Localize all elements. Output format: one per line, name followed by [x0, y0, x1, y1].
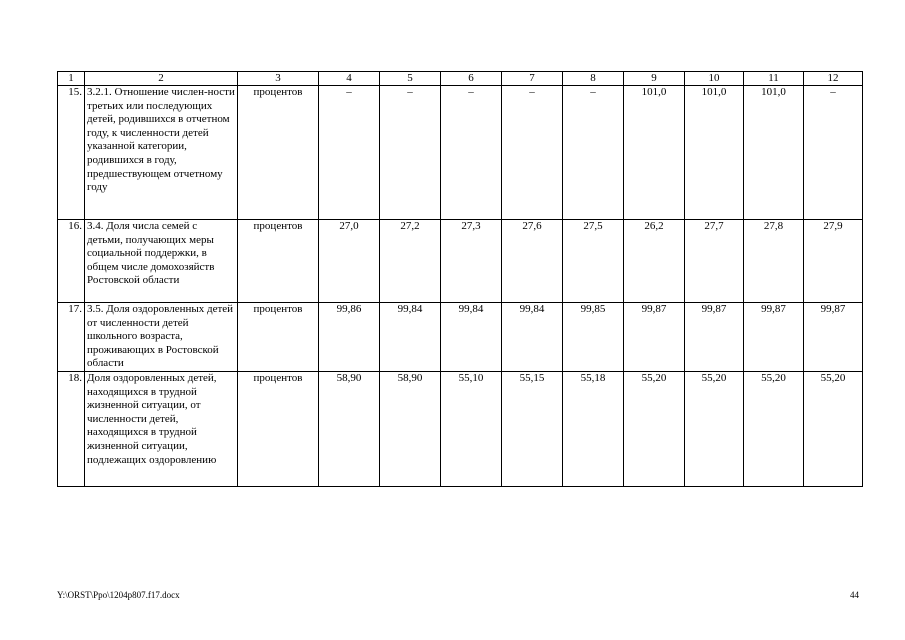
value-cell: 58,90	[319, 371, 380, 486]
row-number: 16.	[58, 220, 85, 303]
table-row	[58, 220, 863, 303]
header-cell: 2	[85, 72, 238, 86]
page-number: 44	[850, 590, 859, 600]
value-cell: 55,20	[804, 371, 863, 486]
table-header-row	[58, 72, 863, 86]
header-cell: 4	[319, 72, 380, 86]
table-row	[58, 86, 863, 220]
header-cell: 11	[744, 72, 804, 86]
table-row	[58, 303, 863, 372]
value-cell: 55,10	[441, 371, 502, 486]
value-cell: 58,90	[380, 371, 441, 486]
value-cell: 99,84	[441, 303, 502, 372]
value-cell: 27,7	[685, 220, 744, 303]
unit-cell: процентов	[238, 303, 319, 372]
header-cell: 5	[380, 72, 441, 86]
value-cell: 99,84	[380, 303, 441, 372]
indicator-name: 3.5. Доля оздоровленных детей от численности детей школьного возраста, проживающих в Ростовской области	[85, 303, 238, 372]
value-cell: 55,18	[563, 371, 624, 486]
header-cell: 7	[502, 72, 563, 86]
value-cell: –	[502, 86, 563, 220]
row-number: 17.	[58, 303, 85, 372]
value-cell: 55,20	[685, 371, 744, 486]
value-cell: 55,20	[744, 371, 804, 486]
value-cell: 55,20	[624, 371, 685, 486]
value-cell: 27,6	[502, 220, 563, 303]
header-cell: 9	[624, 72, 685, 86]
table-row	[58, 371, 863, 486]
value-cell: 99,87	[744, 303, 804, 372]
value-cell: 27,3	[441, 220, 502, 303]
header-cell: 12	[804, 72, 863, 86]
value-cell: 101,0	[744, 86, 804, 220]
value-cell: 99,84	[502, 303, 563, 372]
value-cell: 99,85	[563, 303, 624, 372]
indicator-name: Доля оздоровленных детей, находящихся в трудной жизненной ситуации, от численности детей, находящихся в трудной жизненной ситуации, подлежащих оздоровлению	[85, 371, 238, 486]
value-cell: –	[319, 86, 380, 220]
value-cell: –	[441, 86, 502, 220]
value-cell: 101,0	[624, 86, 685, 220]
value-cell: 101,0	[685, 86, 744, 220]
header-cell: 10	[685, 72, 744, 86]
header-cell: 1	[58, 72, 85, 86]
value-cell: 99,87	[685, 303, 744, 372]
value-cell: 27,8	[744, 220, 804, 303]
indicator-name: 3.4. Доля числа семей с детьми, получающих меры социальной поддержки, в общем числе домохозяйств Ростовской области	[85, 220, 238, 303]
value-cell: –	[804, 86, 863, 220]
unit-cell: процентов	[238, 371, 319, 486]
unit-cell: процентов	[238, 220, 319, 303]
row-number: 18.	[58, 371, 85, 486]
value-cell: 27,5	[563, 220, 624, 303]
indicator-name: 3.2.1. Отношение числен-ности третьих или последующих детей, родившихся в отчетном году, к численности детей указанной категории, родившихся в году, предшествующем отчетному году	[85, 86, 238, 220]
value-cell: 99,86	[319, 303, 380, 372]
value-cell: 27,0	[319, 220, 380, 303]
header-cell: 6	[441, 72, 502, 86]
value-cell: –	[563, 86, 624, 220]
indicators-table	[57, 71, 863, 487]
value-cell: 26,2	[624, 220, 685, 303]
value-cell: 27,9	[804, 220, 863, 303]
row-number: 15.	[58, 86, 85, 220]
value-cell: 99,87	[624, 303, 685, 372]
unit-cell: процентов	[238, 86, 319, 220]
value-cell: 99,87	[804, 303, 863, 372]
footer-file-path: Y:\ORST\Ppo\1204p807.f17.docx	[57, 590, 180, 600]
header-cell: 3	[238, 72, 319, 86]
value-cell: 27,2	[380, 220, 441, 303]
header-cell: 8	[563, 72, 624, 86]
value-cell: 55,15	[502, 371, 563, 486]
value-cell: –	[380, 86, 441, 220]
